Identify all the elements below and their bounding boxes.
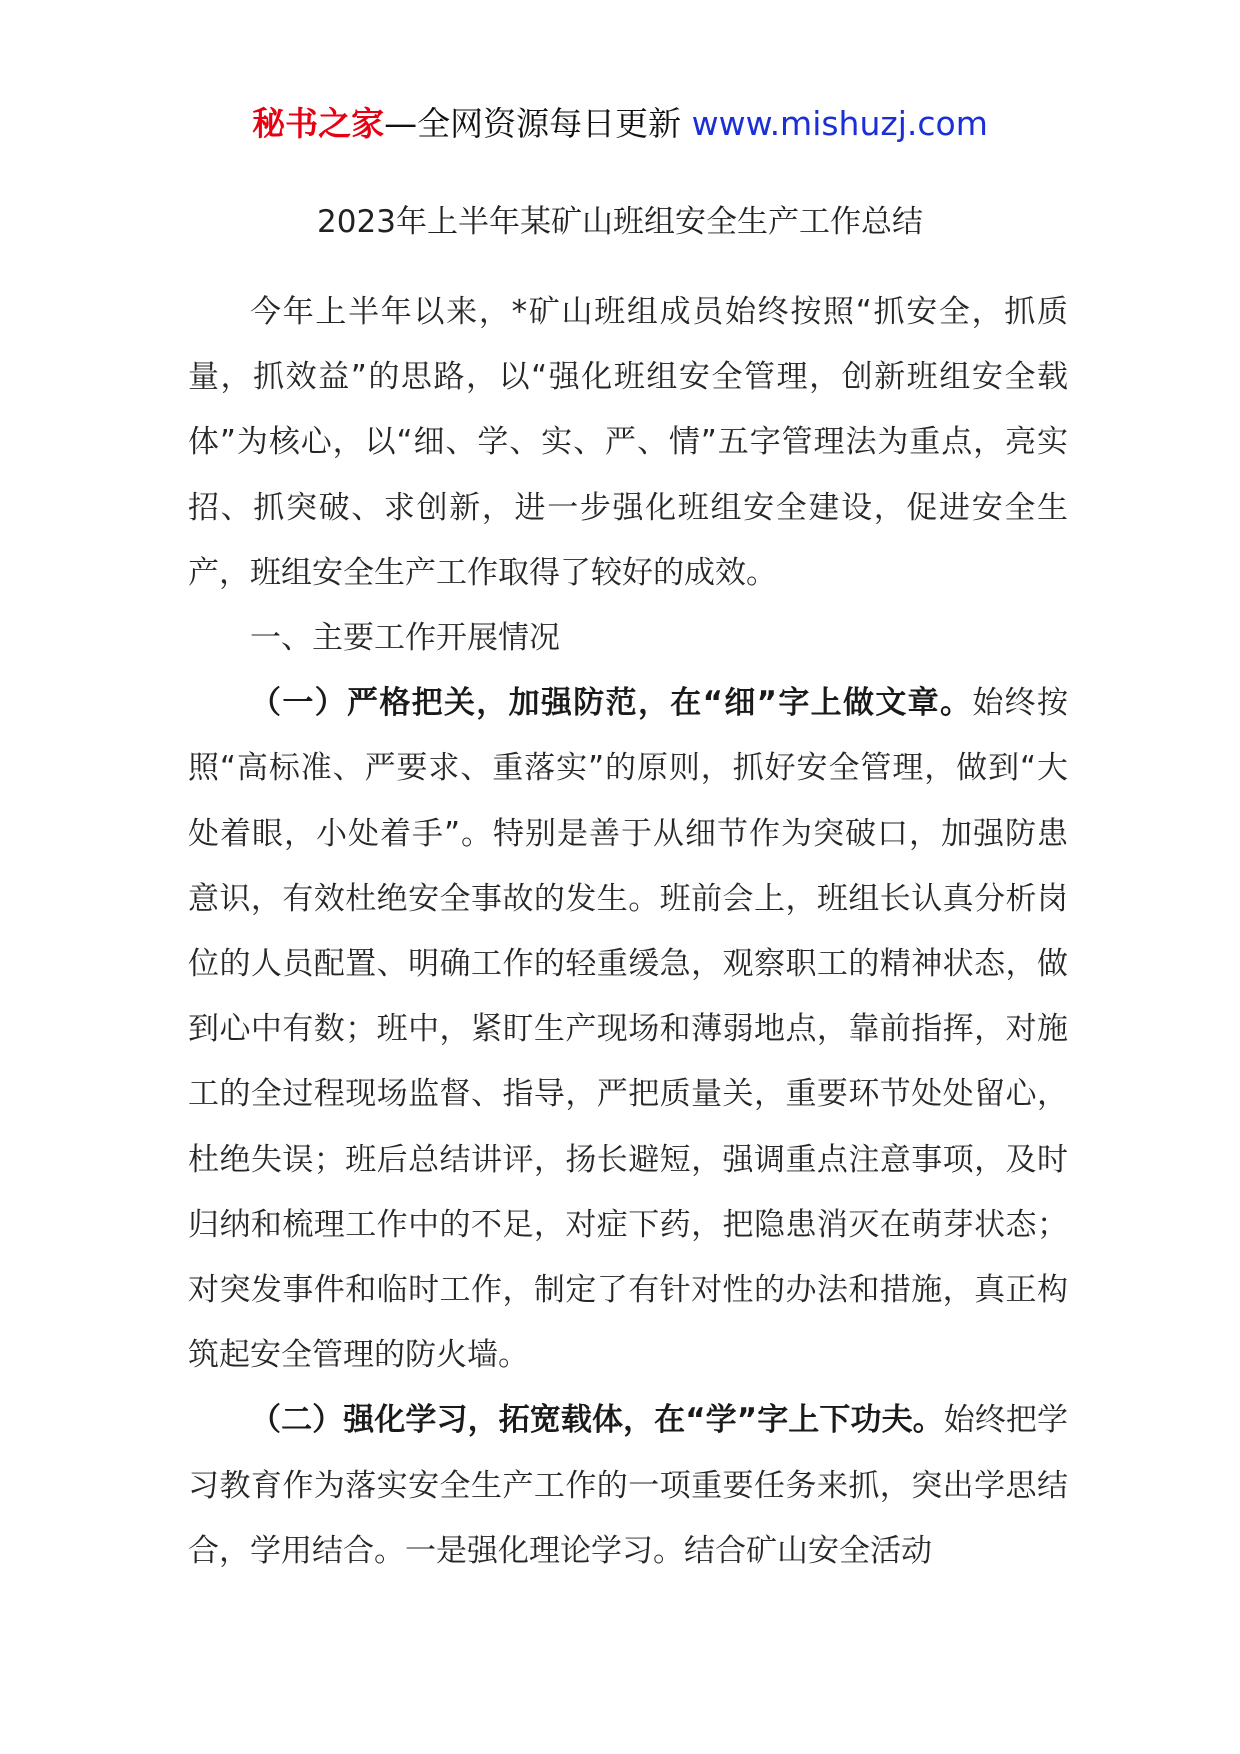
item-1-paragraph: [188, 671, 1068, 1388]
intro-paragraph: 今年上半年以来，*矿山班组成员始终按照“抓安全，抓质量，抓效益”的思路，以“强化班组安全管理，创新班组安全载体”为核心，以“细、学、实、严、情”五字管理法为重点，亮实招、抓突破、求创新，进一步强化班组安全建设，促进安全生产，班组安全生产工作取得了较好的成效。: [188, 294, 1068, 591]
item-1-text: 始终按照“高标准、严要求、重落实”的原则，抓好安全管理，做到“大处着眼，小处着手”。特别是善于从细节作为突破口，加强防患意识，有效杜绝安全事故的发生。班前会上，班组长认真分析岗位的人员配置、明确工作的轻重缓急，观察职工的精神状态，做到心中有数；班中，紧盯生产现场和薄弱地点，靠前指挥，对施工的全过程现场监督、指导，严把质量关，重要环节处处留心，杜绝失误；班后总结讲评，扬长避短，强调重点注意事项，及时归纳和梳理工作中的不足，对症下药，把隐患消灭在萌芽状态；对突发事件和临时工作，制定了有针对性的办法和措施，真正构筑起安全管理的防火墙。: [188, 685, 1069, 1374]
site-header: [0, 102, 1240, 146]
brand-name: 秘书之家: [252, 104, 385, 143]
item-2-text: 始终把学习教育作为落实安全生产工作的一项重要任务来抓，突出学思结合，学用结合。一是强化理论学习。结合矿山安全活动: [188, 1402, 1069, 1569]
site-slogan: —全网资源每日更新: [384, 104, 692, 143]
section-heading: 一、主要工作开展情况: [250, 620, 560, 657]
item-2-paragraph: [188, 1388, 1068, 1584]
document-body: [188, 280, 1068, 1584]
item-1-lead: （一）严格把关，加强防范，在“细”字上做文章。: [250, 685, 973, 722]
item-2-lead: （二）强化学习，拓宽载体，在“学”字上下功夫。: [250, 1402, 944, 1439]
site-url-link[interactable]: www.mishuzj.com: [691, 104, 988, 143]
document-title: 2023年上半年某矿山班组安全生产工作总结: [317, 204, 923, 240]
